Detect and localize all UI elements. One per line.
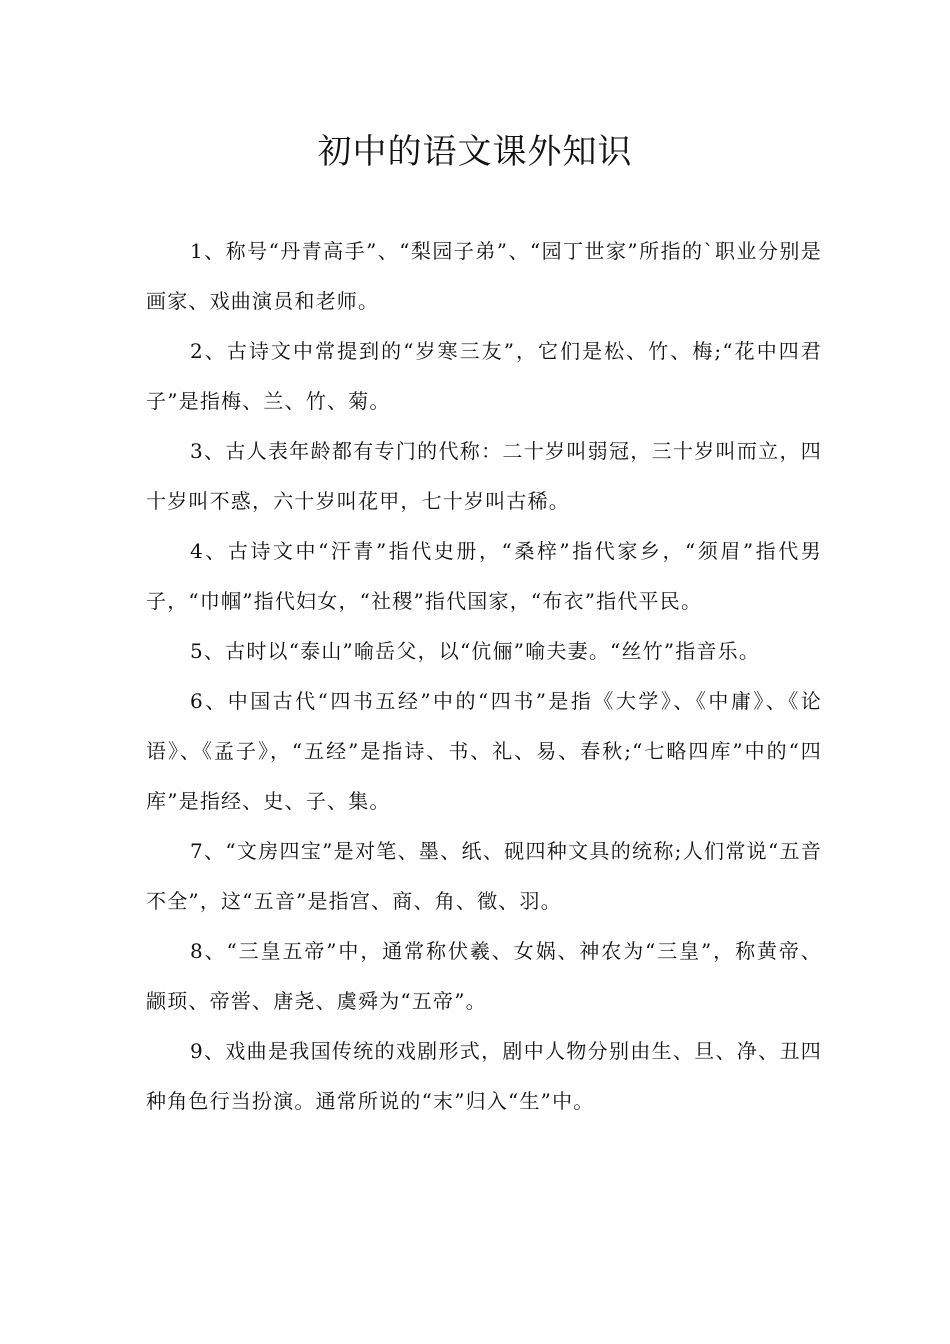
paragraph-8: 8、“三皇五帝”中，通常称伏羲、女娲、神农为“三皇”，称黄帝、颛顼、帝喾、唐尧、虞舜为“五帝”。 [146, 939, 822, 1013]
paragraph-3: 3、古人表年龄都有专门的代称：二十岁叫弱冠，三十岁叫而立，四十岁叫不惑，六十岁叫花甲，七十岁叫古稀。 [146, 439, 822, 513]
paragraph-6: 6、中国古代“四书五经”中的“四书”是指《大学》、《中庸》、《论语》、《孟子》，“五经”是指诗、书、礼、易、春秋;“七略四库”中的“四库”是指经、史、子、集。 [146, 689, 822, 813]
paragraph-2: 2、古诗文中常提到的“岁寒三友”，它们是松、竹、梅;“花中四君子”是指梅、兰、竹、菊。 [146, 339, 822, 413]
paragraph-4: 4、古诗文中“汗青”指代史册，“桑梓”指代家乡，“须眉”指代男子，“巾帼”指代妇女，“社稷”指代国家，“布衣”指代平民。 [146, 539, 822, 613]
paragraph-1: 1、称号“丹青高手”、“梨园子弟”、“园丁世家”所指的`职业分别是画家、戏曲演员和老师。 [146, 239, 822, 313]
paragraph-7: 7、“文房四宝”是对笔、墨、纸、砚四种文具的统称;人们常说“五音不全”，这“五音”是指宫、商、角、徵、羽。 [146, 839, 822, 913]
paragraph-5: 5、古时以“泰山”喻岳父，以“伉俪”喻夫妻。“丝竹”指音乐。 [190, 639, 761, 663]
paragraph-9: 9、戏曲是我国传统的戏剧形式，剧中人物分别由生、旦、净、丑四种角色行当扮演。通常所说的“末”归入“生”中。 [146, 1039, 822, 1113]
document-title: 初中的语文课外知识 [317, 132, 633, 172]
document-body [146, 226, 822, 1126]
